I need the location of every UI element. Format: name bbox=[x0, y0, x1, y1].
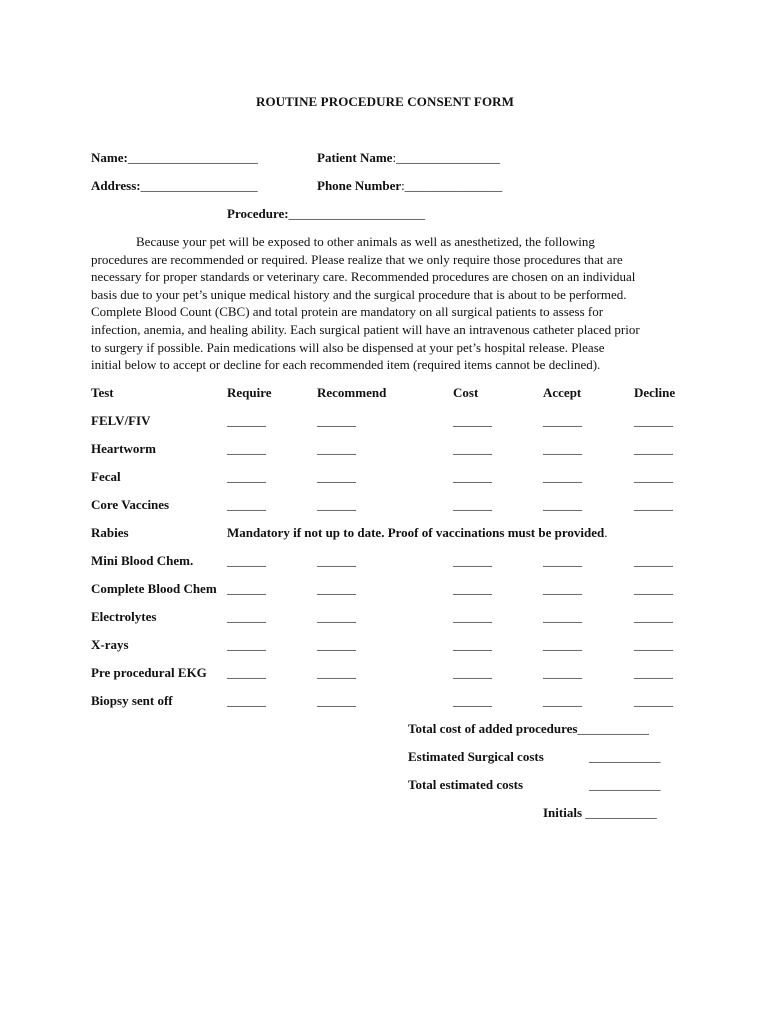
initials-field[interactable] bbox=[543, 805, 657, 821]
cost-blank[interactable]: ______ bbox=[453, 469, 492, 484]
require-blank[interactable]: ______ bbox=[227, 553, 266, 568]
column-header-decline: Decline bbox=[634, 385, 676, 400]
decline-blank[interactable]: ______ bbox=[634, 637, 673, 652]
cost-blank[interactable]: ______ bbox=[453, 441, 492, 456]
test-name: Pre procedural EKG bbox=[91, 665, 207, 680]
phone-number-label: Phone Number bbox=[317, 178, 402, 193]
recommend-blank[interactable]: ______ bbox=[317, 469, 356, 484]
recommend-blank[interactable]: ______ bbox=[317, 693, 356, 708]
require-blank[interactable]: ______ bbox=[227, 413, 266, 428]
decline-blank[interactable]: ______ bbox=[634, 665, 673, 680]
recommend-blank[interactable]: ______ bbox=[317, 441, 356, 456]
decline-blank[interactable]: ______ bbox=[634, 609, 673, 624]
rabies-note-text: Mandatory if not up to date. Proof of vaccinations must be provided bbox=[227, 525, 605, 540]
table-row bbox=[0, 497, 770, 515]
table-row bbox=[0, 553, 770, 571]
table-row bbox=[0, 581, 770, 599]
test-name: Rabies bbox=[91, 525, 129, 540]
decline-blank[interactable]: ______ bbox=[634, 581, 673, 596]
patient-name-blank[interactable]: :________________ bbox=[392, 150, 501, 165]
test-name: Core Vaccines bbox=[91, 497, 170, 512]
table-row bbox=[0, 637, 770, 655]
recommend-blank[interactable]: ______ bbox=[317, 497, 356, 512]
estimated-surgical-costs-line[interactable]: ___________ bbox=[589, 749, 661, 764]
patient-name-label: Patient Name bbox=[317, 150, 393, 165]
paragraph-line: to surgery if possible. Pain medications will also be dispensed at your pet’s hospital release. Please bbox=[91, 339, 605, 355]
test-name: Electrolytes bbox=[91, 609, 157, 624]
cost-blank[interactable]: ______ bbox=[453, 609, 492, 624]
require-blank[interactable]: ______ bbox=[227, 665, 266, 680]
accept-blank[interactable]: ______ bbox=[543, 693, 582, 708]
decline-blank[interactable]: ______ bbox=[634, 553, 673, 568]
test-name: X-rays bbox=[91, 637, 129, 652]
estimated-surgical-costs-label: Estimated Surgical costs bbox=[408, 749, 544, 764]
procedure-blank[interactable]: _____________________ bbox=[288, 206, 426, 221]
total-estimated-costs-label: Total estimated costs bbox=[408, 777, 524, 792]
paragraph-line: basis due to your pet’s unique medical history and the surgical procedure that is about to be performed. bbox=[91, 286, 627, 302]
paragraph-line: Complete Blood Count (CBC) and total protein are mandatory on all surgical patients to assess for bbox=[91, 304, 604, 320]
require-blank[interactable]: ______ bbox=[227, 609, 266, 624]
table-row bbox=[0, 525, 770, 543]
table-row bbox=[0, 413, 770, 431]
total-added-cost-blank[interactable]: ___________ bbox=[577, 721, 649, 736]
cost-blank[interactable]: ______ bbox=[453, 665, 492, 680]
form-title: ROUTINE PROCEDURE CONSENT FORM bbox=[255, 94, 515, 109]
require-blank[interactable]: ______ bbox=[227, 693, 266, 708]
accept-blank[interactable]: ______ bbox=[543, 581, 582, 596]
paragraph-line: initial below to accept or decline for each recommended item (required items cannot be declined). bbox=[91, 357, 601, 373]
require-blank[interactable]: ______ bbox=[227, 581, 266, 596]
cost-blank[interactable]: ______ bbox=[453, 637, 492, 652]
phone-number-blank[interactable]: :_______________ bbox=[401, 178, 503, 193]
table-row bbox=[0, 693, 770, 711]
require-blank[interactable]: ______ bbox=[227, 637, 266, 652]
recommend-blank[interactable]: ______ bbox=[317, 413, 356, 428]
cost-blank[interactable]: ______ bbox=[453, 553, 492, 568]
total-added-cost-field[interactable] bbox=[408, 721, 649, 737]
phone-number-field[interactable] bbox=[317, 178, 502, 194]
cost-blank[interactable]: ______ bbox=[453, 497, 492, 512]
name-label: Name: bbox=[91, 150, 128, 165]
procedure-label: Procedure: bbox=[227, 206, 289, 221]
test-name: FELV/FIV bbox=[91, 413, 151, 428]
paragraph-line: infection, anemia, and healing ability. Each surgical patient will have an intravenous catheter placed prior bbox=[91, 321, 640, 337]
test-name: Mini Blood Chem. bbox=[91, 553, 194, 568]
accept-blank[interactable]: ______ bbox=[543, 665, 582, 680]
accept-blank[interactable]: ______ bbox=[543, 497, 582, 512]
table-row bbox=[0, 441, 770, 459]
column-header-cost: Cost bbox=[453, 385, 479, 400]
address-label: Address: bbox=[91, 178, 141, 193]
accept-blank[interactable]: ______ bbox=[543, 441, 582, 456]
column-header-accept: Accept bbox=[543, 385, 582, 400]
paragraph-line: Because your pet will be exposed to other animals as well as anesthetized, the following bbox=[136, 234, 595, 249]
patient-name-field[interactable] bbox=[317, 150, 500, 166]
total-estimated-costs-line[interactable]: ___________ bbox=[589, 777, 661, 792]
require-blank[interactable]: ______ bbox=[227, 497, 266, 512]
recommend-blank[interactable]: ______ bbox=[317, 609, 356, 624]
column-header-recommend: Recommend bbox=[317, 385, 387, 400]
decline-blank[interactable]: ______ bbox=[634, 441, 673, 456]
table-row bbox=[0, 469, 770, 487]
total-estimated-costs-blank[interactable] bbox=[589, 777, 661, 793]
accept-blank[interactable]: ______ bbox=[543, 609, 582, 624]
decline-blank[interactable]: ______ bbox=[634, 497, 673, 512]
test-name: Fecal bbox=[91, 469, 121, 484]
consent-paragraph bbox=[91, 233, 691, 374]
table-row bbox=[0, 609, 770, 627]
recommend-blank[interactable]: ______ bbox=[317, 553, 356, 568]
column-header-require: Require bbox=[227, 385, 272, 400]
paragraph-line: procedures are recommended or required. Please realize that we only require those procedures that are bbox=[91, 251, 623, 267]
recommend-blank[interactable]: ______ bbox=[317, 637, 356, 652]
address-blank[interactable]: __________________ bbox=[140, 178, 258, 193]
rabies-note-period: . bbox=[604, 525, 608, 540]
cost-blank[interactable]: ______ bbox=[453, 581, 492, 596]
initials-blank[interactable]: ___________ bbox=[582, 805, 657, 820]
name-field[interactable] bbox=[91, 150, 258, 166]
decline-blank[interactable]: ______ bbox=[634, 413, 673, 428]
procedure-field[interactable] bbox=[227, 206, 425, 222]
accept-blank[interactable]: ______ bbox=[543, 553, 582, 568]
require-blank[interactable]: ______ bbox=[227, 441, 266, 456]
address-field[interactable] bbox=[91, 178, 258, 194]
decline-blank[interactable]: ______ bbox=[634, 469, 673, 484]
paragraph-line: necessary for proper standards or veterinary care. Recommended procedures are chosen on an individual bbox=[91, 269, 636, 285]
test-name: Biopsy sent off bbox=[91, 693, 173, 708]
cost-blank[interactable]: ______ bbox=[453, 413, 492, 428]
test-name: Heartworm bbox=[91, 441, 156, 456]
accept-blank[interactable]: ______ bbox=[543, 413, 582, 428]
decline-blank[interactable]: ______ bbox=[634, 693, 673, 708]
table-row bbox=[0, 665, 770, 683]
require-blank[interactable]: ______ bbox=[227, 469, 266, 484]
column-header-test: Test bbox=[91, 385, 114, 400]
rabies-mandatory-note bbox=[227, 525, 608, 541]
accept-blank[interactable]: ______ bbox=[543, 469, 582, 484]
name-blank[interactable]: ____________________ bbox=[127, 150, 258, 165]
total-added-cost-label: Total cost of added procedures bbox=[408, 721, 578, 736]
recommend-blank[interactable]: ______ bbox=[317, 581, 356, 596]
initials-label: Initials bbox=[543, 805, 583, 820]
recommend-blank[interactable]: ______ bbox=[317, 665, 356, 680]
cost-blank[interactable]: ______ bbox=[453, 693, 492, 708]
test-name: Complete Blood Chem bbox=[91, 581, 217, 596]
accept-blank[interactable]: ______ bbox=[543, 637, 582, 652]
estimated-surgical-costs-blank[interactable] bbox=[589, 749, 661, 765]
